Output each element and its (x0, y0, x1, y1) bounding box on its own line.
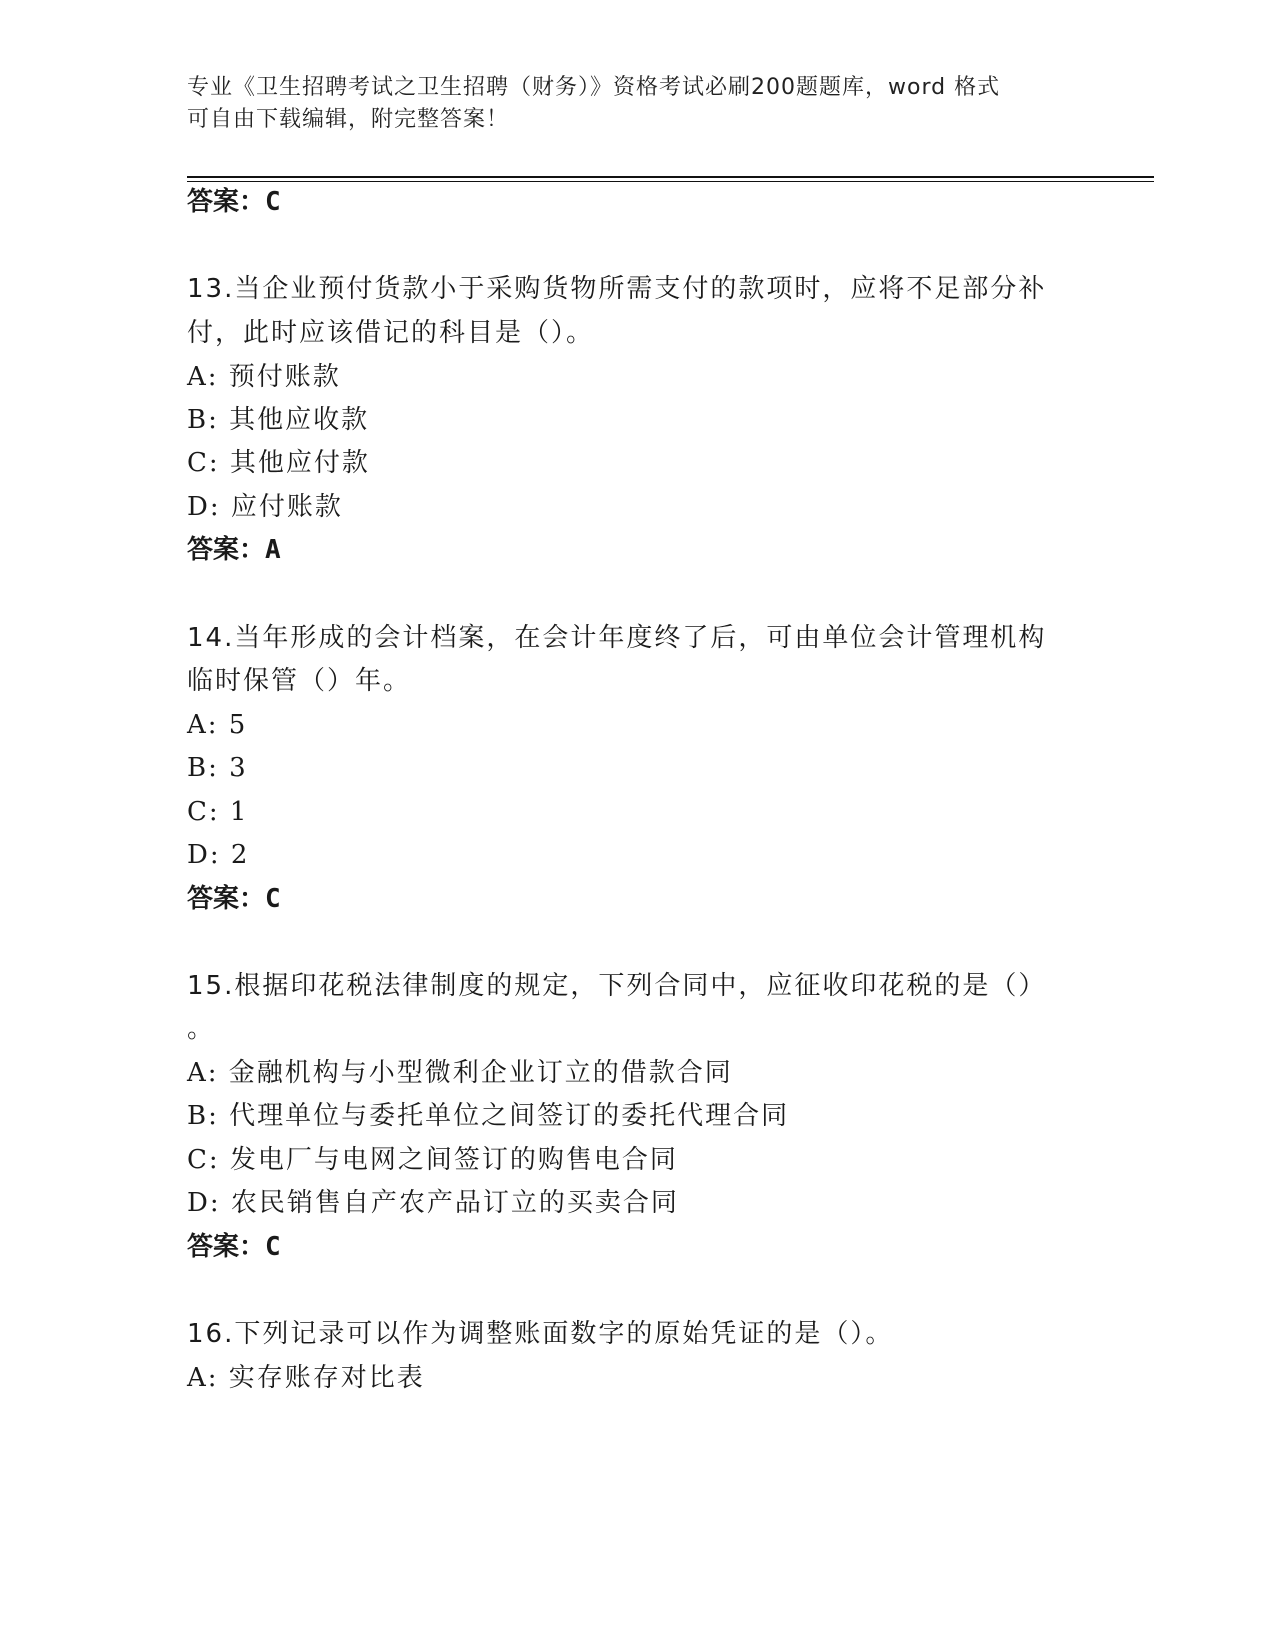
q13-option-b: B: 其他应收款 (187, 405, 370, 435)
q14-answer: 答案：C (187, 884, 281, 914)
q14-stem-line-2: 临时保管（）年。 (187, 666, 412, 696)
q14-stem-line-1: 14.当年形成的会计档案，在会计年度终了后，可由单位会计管理机构 (187, 623, 1047, 653)
q15-option-b: B: 代理单位与委托单位之间签订的委托代理合同 (187, 1101, 790, 1131)
header-line-1: 专业《卫生招聘考试之卫生招聘（财务）》资格考试必刷200题题库，word 格式 (187, 75, 1001, 100)
q14-option-d: D: 2 (187, 840, 250, 870)
header-line-2: 可自由下载编辑，附完整答案！ (187, 107, 510, 132)
q14-option-a: A: 5 (187, 710, 248, 740)
header-rule-thin (187, 181, 1154, 182)
q14-option-c: C: 1 (187, 797, 249, 827)
q15-option-d: D: 农民销售自产农产品订立的买卖合同 (187, 1188, 679, 1218)
q15-answer: 答案：C (187, 1232, 281, 1262)
q15-stem-line-1: 15.根据印花税法律制度的规定，下列合同中，应征收印花税的是（） (187, 971, 1047, 1001)
q15-option-a: A: 金融机构与小型微利企业订立的借款合同 (187, 1058, 733, 1088)
q13-option-d: D: 应付账款 (187, 492, 343, 522)
header-rule-thick (187, 176, 1154, 178)
q13-answer: 答案：A (187, 535, 281, 565)
page-header (187, 72, 1067, 136)
q16-stem-line-1: 16.下列记录可以作为调整账面数字的原始凭证的是（）。 (187, 1319, 894, 1349)
q14-option-b: B: 3 (187, 753, 248, 783)
q13-stem-line-1: 13.当企业预付货款小于采购货物所需支付的款项时，应将不足部分补 (187, 274, 1047, 304)
q13-option-a: A: 预付账款 (187, 362, 341, 392)
q16-option-a: A: 实存账存对比表 (187, 1363, 425, 1393)
previous-answer: 答案：C (187, 187, 281, 217)
q15-option-c: C: 发电厂与电网之间签订的购售电合同 (187, 1145, 678, 1175)
q13-stem-line-2: 付，此时应该借记的科目是（）。 (187, 318, 595, 348)
q15-stem-line-2: 。 (187, 1014, 216, 1044)
q13-option-c: C: 其他应付款 (187, 448, 370, 478)
